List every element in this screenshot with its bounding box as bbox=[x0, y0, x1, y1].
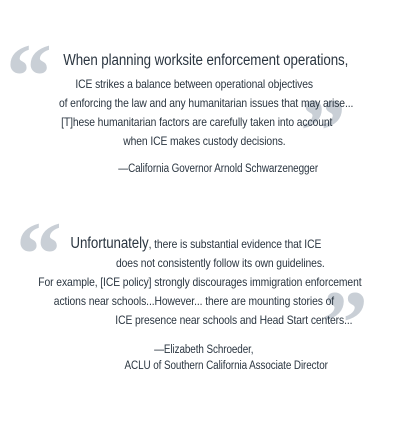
open-quote-icon: “ bbox=[16, 203, 62, 305]
quote-text: When planning worksite enforcement operations, bbox=[63, 52, 349, 69]
close-quote-icon: ” bbox=[322, 272, 368, 374]
open-quote-icon: “ bbox=[6, 25, 52, 127]
quote-line bbox=[0, 294, 394, 308]
quote-attribution bbox=[4, 344, 400, 356]
quote-text: when ICE makes custody decisions. bbox=[122, 134, 286, 148]
quote-line bbox=[34, 313, 400, 327]
quote-line bbox=[4, 134, 400, 148]
quote-text: For example, [ICE policy] strongly discourages immigration enforcement bbox=[38, 275, 362, 289]
quote-text: [T]hese humanitarian factors are carefully taken into account bbox=[61, 115, 333, 129]
quote-line bbox=[6, 52, 400, 70]
quote-line bbox=[0, 235, 396, 253]
quote-text: , there is substantial evidence that ICE bbox=[148, 237, 322, 251]
quote-attribution bbox=[18, 163, 400, 175]
quote-text: of enforcing the law and any humanitarian issues that may arise... bbox=[58, 96, 354, 110]
quote-text: ICE strikes a balance between operational objectives bbox=[75, 77, 313, 91]
quote-line bbox=[6, 96, 400, 110]
quote-lead-word: Unfortunately bbox=[70, 235, 149, 252]
attribution-text: —California Governor Arnold Schwarzenegger bbox=[118, 163, 318, 175]
quote-text: does not consistently follow its own guidelines. bbox=[115, 256, 325, 270]
quote-line bbox=[0, 115, 397, 129]
quote-line bbox=[0, 77, 394, 91]
quote-line bbox=[0, 275, 400, 289]
quote-text bbox=[71, 235, 322, 253]
quote-attribution bbox=[26, 360, 400, 372]
close-quote-icon: ” bbox=[300, 80, 346, 182]
attribution-text: —Elizabeth Schroeder, bbox=[154, 344, 254, 356]
quote-line bbox=[20, 256, 400, 270]
quote-text: actions near schools...However... there are mounting stories of bbox=[53, 294, 335, 308]
attribution-text: ACLU of Southern California Associate Director bbox=[124, 360, 328, 372]
quote-text: ICE presence near schools and Head Start centers... bbox=[115, 313, 353, 327]
